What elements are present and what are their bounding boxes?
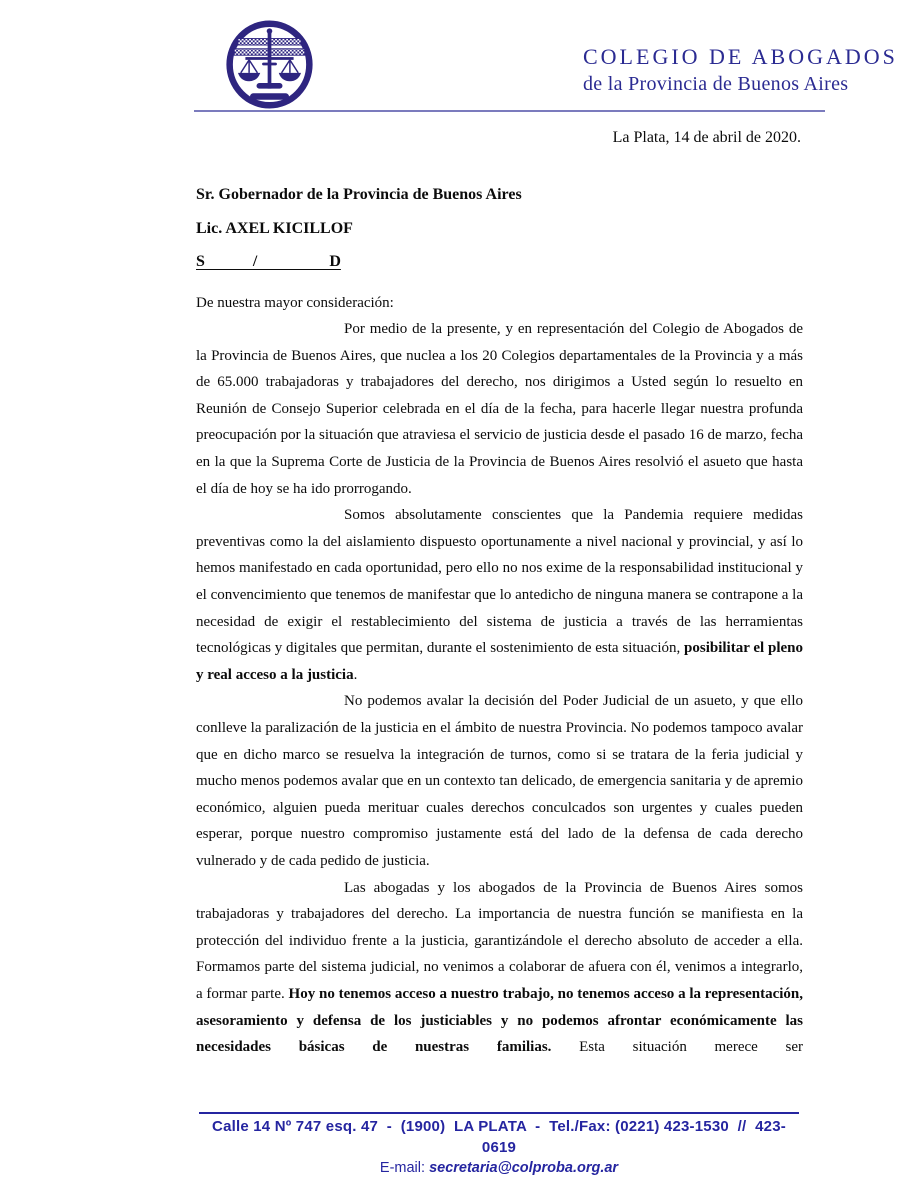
org-name: COLEGIO DE ABOGADOS <box>583 44 898 69</box>
s-d-underline: S / D <box>196 253 341 270</box>
email-address: secretaria@colproba.org.ar <box>429 1160 619 1176</box>
letter-paragraph: Somos absolutamente conscientes que la Pandemia requiere medidas preventivas como la del aislamiento dispuesto oportunamente a nivel nacional y provincial, y así lo hemos manifestado en cada oportunidad, pero ello no nos exime de la responsabilidad institucional y el convencimiento que tenemos de manifestar que lo antedicho de ninguna manera se contrapone a la necesidad de exigir el restablecimiento del sistema de justicia a través de las herramientas tecnológicas y digitales que permitan, durante el sostenimiento de esta situación, posibilitar el pleno y real acceso a la justicia. <box>196 507 803 683</box>
letter-paragraph: No podemos avalar la decisión del Poder Judicial de un asueto, y que ello conlleve la paralización de la justicia en el ámbito de nuestra Provincia. No podemos tampoco avalar que en dicho marco se resuelva la integración de turnos, como si se tratara de la feria judicial y mucho menos podemos avalar que en un contexto tan delicado, de emergencia sanitaria y de apremio económico, alguien pueda merituar cuales derechos conculcados son urgentes y cuales pueden esperar, porque nuestro compromiso justamente está del lado de la defensa de cada derecho vulnerado y de cada pedido de justicia. <box>196 693 804 869</box>
letter-content <box>196 128 803 1061</box>
salutation: De nuestra mayor consideración: <box>196 294 394 311</box>
footer-address: Calle 14 Nº 747 esq. 47 - (1900) LA PLATA - Tel./Fax: (0221) 423-1530 // 423-0619 <box>212 1118 786 1156</box>
recipient-line-1: Sr. Gobernador de la Provincia de Buenos Aires <box>196 186 522 203</box>
dateline: La Plata, 14 de abril de 2020. <box>612 129 801 146</box>
footer-divider <box>199 1112 799 1114</box>
letter-paragraph: Por medio de la presente, y en representación del Colegio de Abogados de la Provincia de Buenos Aires, que nuclea a los 20 Colegios departamentales de la Provincia y a más de 65.000 trabajadoras y trabajadores del derecho, nos dirigimos a Usted según lo resuelto en Reunión de Consejo Superior celebrada en el día de la fecha, para hacerle llegar nuestra profunda preocupación por la situación que atraviesa el servicio de justicia desde el pasado 16 de marzo, fecha en la que la Suprema Corte de Justicia de la Provincia de Buenos Aires resolvió el asueto que hasta el día de hoy se ha ido prorrogando. <box>196 321 803 497</box>
footer-email-line <box>199 1158 799 1179</box>
header-divider <box>194 110 825 112</box>
letter-body <box>196 290 803 1061</box>
footer <box>199 1116 799 1179</box>
letter-paragraph: Las abogadas y los abogados de la Provincia de Buenos Aires somos trabajadoras y trabajadores del derecho. La importancia de nuestra función se manifiesta en la protección del individuo frente a la justicia, garantizándole el derecho absoluto de acceder a ella. Formamos parte del sistema judicial, no venimos a colaborar de afuera con él, venimos a integrarlo, a formar parte. Hoy no tenemos acceso a nuestro trabajo, no tenemos acceso a la representación, asesoramiento y defensa de los justiciables y no podemos afrontar económicamente las necesidades básicas de nuestras familias. Esta situación merece ser <box>196 879 804 1056</box>
org-subtitle: de la Provincia de Buenos Aires <box>583 73 849 95</box>
recipient-line-3 <box>196 245 803 279</box>
org-title-block <box>583 44 898 96</box>
recipient-block <box>196 178 803 279</box>
scales-of-justice-logo-icon <box>223 20 316 109</box>
email-label: E-mail: <box>379 1160 430 1176</box>
recipient-line-2: Lic. AXEL KICILLOF <box>196 219 353 237</box>
